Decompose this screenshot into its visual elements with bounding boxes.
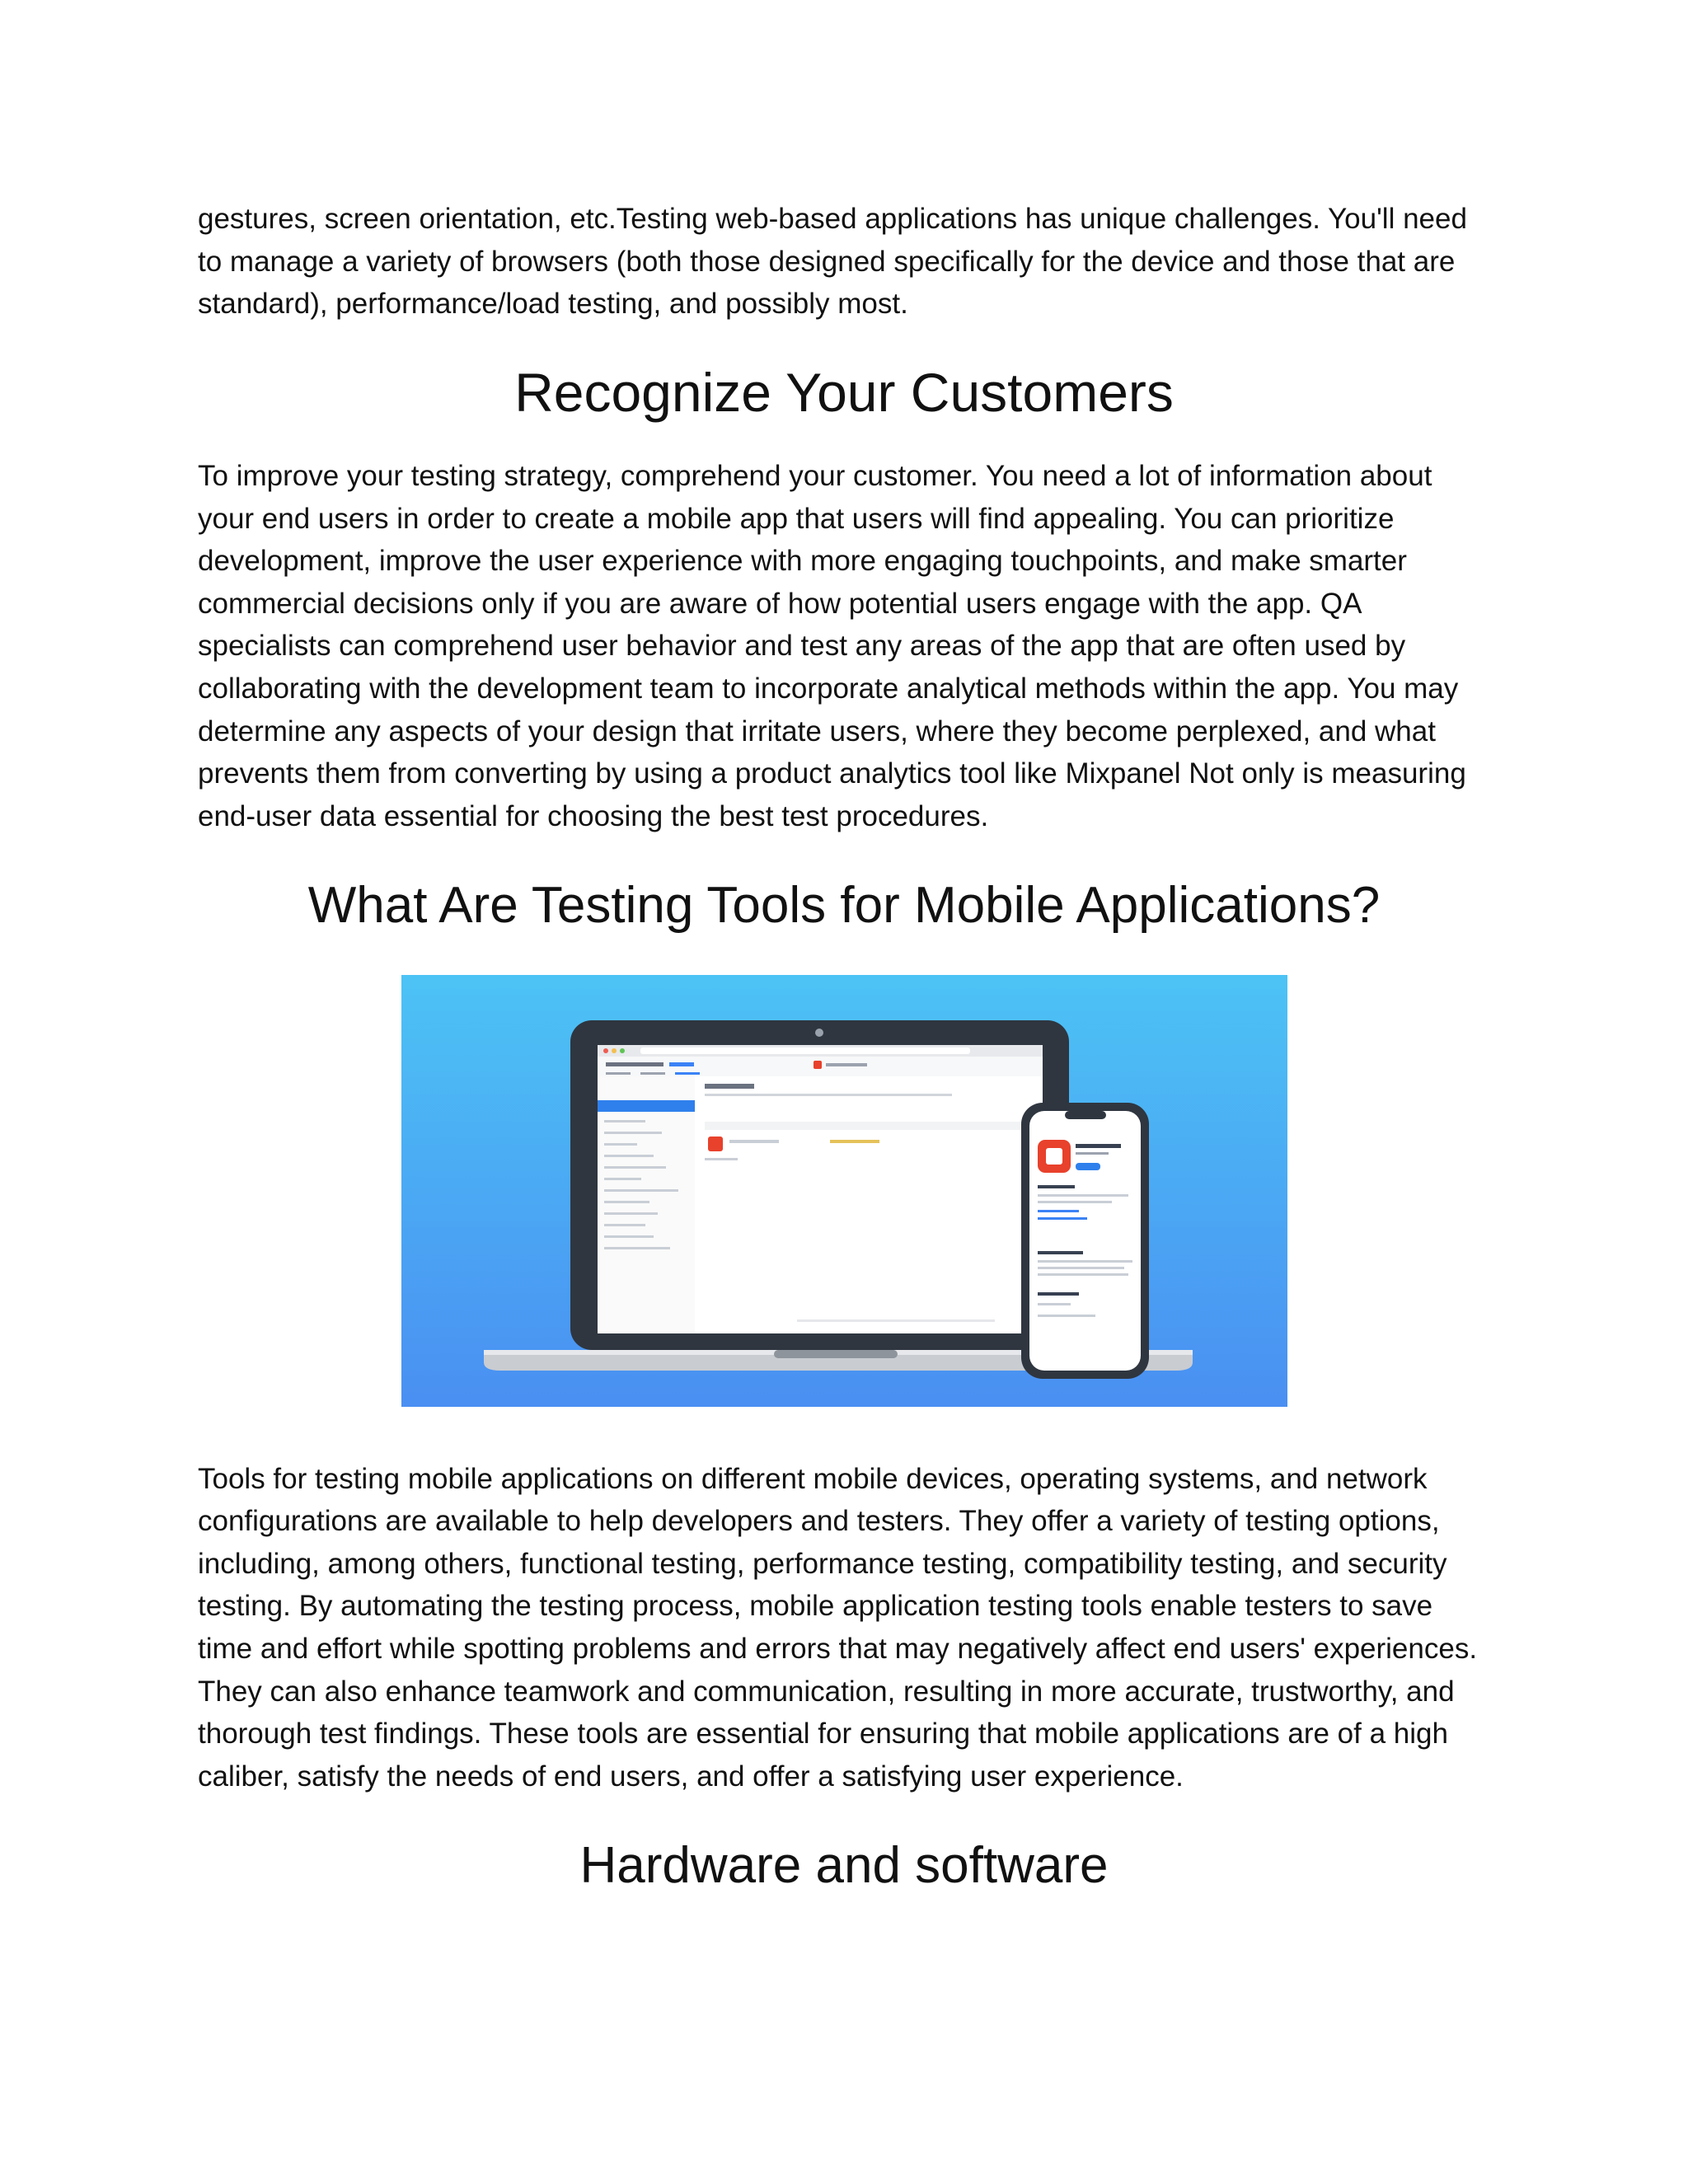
phone-notch bbox=[1065, 1111, 1106, 1119]
content-footer-line bbox=[797, 1319, 995, 1322]
tab-line-2 bbox=[640, 1072, 665, 1075]
table-row-icon bbox=[708, 1137, 723, 1151]
header-link-line bbox=[669, 1062, 694, 1066]
address-bar bbox=[640, 1047, 970, 1054]
phone-section-title-2 bbox=[1038, 1251, 1083, 1254]
header-app-icon bbox=[814, 1061, 822, 1069]
header-app-name bbox=[826, 1063, 867, 1066]
heading-testing-tools: What Are Testing Tools for Mobile Applications? bbox=[307, 877, 1381, 935]
content-subtitle bbox=[705, 1094, 952, 1096]
illustration-svg bbox=[401, 975, 1287, 1407]
phone-app-sub bbox=[1076, 1152, 1109, 1155]
phone-get-button bbox=[1076, 1163, 1100, 1170]
phone-link-2 bbox=[1038, 1217, 1087, 1220]
phone-app-title bbox=[1076, 1144, 1121, 1148]
phone-section-title-3 bbox=[1038, 1292, 1079, 1296]
intro-paragraph: gestures, screen orientation, etc.Testing web-based applications has unique challenges. You'll need to manage a variety of browsers (both those designed specifically for the device and those that are standard), performance/load testing, and possibly most. bbox=[198, 203, 1467, 321]
tab-line-1 bbox=[606, 1072, 631, 1075]
phone-line-3a bbox=[1038, 1303, 1071, 1305]
sidebar-active-item bbox=[598, 1100, 695, 1112]
laptop-notch bbox=[774, 1350, 898, 1358]
table-row-line-3 bbox=[705, 1158, 738, 1160]
phone-section-title-1 bbox=[1038, 1185, 1075, 1188]
content-title bbox=[705, 1084, 754, 1089]
document-page bbox=[198, 198, 1490, 1897]
phone-link-1 bbox=[1038, 1210, 1079, 1212]
window-dot-yellow bbox=[612, 1048, 617, 1053]
heading-hardware-software: Hardware and software bbox=[579, 1837, 1109, 1895]
table-row-line-2 bbox=[830, 1140, 879, 1143]
sidebar bbox=[598, 1076, 695, 1333]
laptop-phone-illustration bbox=[401, 975, 1287, 1407]
tools-paragraph: Tools for testing mobile applications on different mobile devices, operating systems, and network configurations are available to help developers and testers. They offer a variety of testing options, including, among others, functional testing, performance testing, compatibility testing, and security testing. By automating the testing process, mobile application testing tools enable testers to save time and effort while spotting problems and errors that may negatively affect end users' experiences. They can also enhance teamwork and communication, resulting in more accurate, trustworthy, and thorough test findings. These tools are essential for ensuring that mobile applications are of a high caliber, satisfy the needs of end users, and offer a satisfying user experience. bbox=[198, 1462, 1478, 1793]
laptop-camera bbox=[815, 1029, 823, 1037]
window-dot-green bbox=[620, 1048, 625, 1053]
tab-line-3 bbox=[675, 1072, 700, 1075]
heading-recognize-customers: Recognize Your Customers bbox=[514, 361, 1174, 423]
header-title-line bbox=[606, 1062, 663, 1066]
phone-app-icon-inner bbox=[1046, 1148, 1062, 1165]
table-header bbox=[705, 1122, 1026, 1130]
customers-paragraph: To improve your testing strategy, comprehend your customer. You need a lot of information about your end users in order to create a mobile app that users will find appealing. You can prioritize development, improve the user experience with more engaging touchpoints, and make smarter commercial decisions only if you are aware of how potential users engage with the app. QA specialists can comprehend user behavior and test any areas of the app that are often used by collaborating with the development team to incorporate analytical methods within the app. You may determine any aspects of your design that irritate users, where they become perplexed, and what prevents them from converting by using a product analytics tool like Mixpanel Not only is measuring end-user data essential for choosing the best test procedures. bbox=[198, 459, 1466, 832]
phone-line-3b bbox=[1038, 1315, 1095, 1317]
window-dot-red bbox=[603, 1048, 608, 1053]
phone-lines-2 bbox=[1038, 1260, 1132, 1276]
table-row-line-1 bbox=[729, 1140, 779, 1143]
